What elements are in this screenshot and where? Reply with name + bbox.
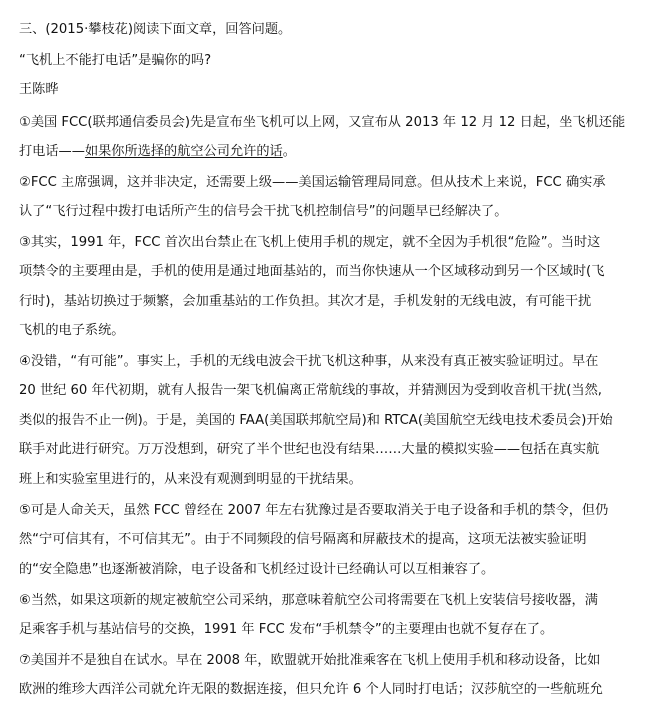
question-heading: 三、(2015·攀枝花)阅读下面文章，回答问题。 bbox=[19, 22, 292, 37]
paragraph-7-line-2: 欧洲的维珍大西洋公司就允许无限的数据连接，但只允许 6 个人同时打电话；汉莎航空的一些航班允 bbox=[19, 682, 603, 697]
paragraph-1-line-2-lead: 打电话—— bbox=[19, 144, 85, 159]
paragraph-5-line-1: ⑤可是人命关天，虽然 FCC 曾经在 2007 年左右犹豫过是否要取消关于电子设备和手机的禁令，但仍 bbox=[19, 503, 609, 518]
paragraph-4-line-5: 班上和实验室里进行的，从来没有观测到明显的干扰结果。 bbox=[19, 472, 362, 487]
paragraph-3-line-3: 行时)，基站切换过于频繁，会加重基站的工作负担。其次才是，手机发射的无线电波，有可能干扰 bbox=[19, 294, 592, 309]
paragraph-1-line-1: ①美国 FCC(联邦通信委员会)先是宣布坐飞机可以上网，又宣布从 2013 年 12 月 12 日起，坐飞机还能 bbox=[19, 115, 626, 130]
paragraph-1-line-2 bbox=[19, 142, 296, 162]
paragraph-7-line-1: ⑦美国并不是独自在试水。早在 2008 年，欧盟就开始批准乘客在飞机上使用手机和移动设备，比如 bbox=[19, 653, 601, 668]
paragraph-4-line-4: 联手对此进行研究。万万没想到，研究了半个世纪也没有结果……大量的模拟实验——包括在真实航 bbox=[19, 442, 600, 457]
paragraph-5-line-2: 然“宁可信其有，不可信其无”。由于不同频段的信号隔离和屏蔽技术的提高，这项无法被实验证明 bbox=[19, 532, 587, 547]
paragraph-4-line-1: ④没错，“有可能”。事实上，手机的无线电波会干扰飞机这种事，从来没有真正被实验证明过。早在 bbox=[19, 354, 599, 369]
paragraph-3-line-1: ③其实，1991 年，FCC 首次出台禁止在飞机上使用手机的规定，就不全因为手机很“危险”。当时这 bbox=[19, 235, 601, 250]
paragraph-6-line-2: 足乘客手机与基站信号的交换，1991 年 FCC 发布“手机禁令”的主要理由也就不复存在了。 bbox=[19, 622, 554, 637]
paragraph-3-line-4: 飞机的电子系统。 bbox=[19, 323, 125, 338]
paragraph-1-line-2-end: 。 bbox=[282, 144, 296, 159]
paragraph-3-line-2: 项禁令的主要理由是，手机的使用是通过地面基站的，而当你快速从一个区域移动到另一个区域时(飞 bbox=[19, 264, 605, 279]
paragraph-4-line-2: 20 世纪 60 年代初期，就有人报告一架飞机偏离正常航线的事故，并猜测因为受到收音机干扰(当然, bbox=[19, 383, 602, 398]
paragraph-2-line-1: ②FCC 主席强调，这并非决定，还需要上级——美国运输管理局同意。但从技术上来说，FCC 确实承 bbox=[19, 175, 606, 190]
paragraph-2-line-2: 认了“飞行过程中拨打电话所产生的信号会干扰飞机控制信号”的问题早已经解决了。 bbox=[19, 204, 508, 219]
paragraph-5-line-3: 的“安全隐患”也逐渐被消除，电子设备和飞机经过设计已经确认可以互相兼容了。 bbox=[19, 562, 495, 577]
paragraph-6-line-1: ⑥当然，如果这项新的规定被航空公司采纳，那意味着航空公司将需要在飞机上安装信号接收器，满 bbox=[19, 593, 598, 608]
paragraph-4-line-3: 类似的报告不止一例)。于是，美国的 FAA(美国联邦航空局)和 RTCA(美国航空无线电技术委员会)开始 bbox=[19, 413, 613, 428]
underlined-phrase: 如果你所选择的航空公司允许的话 bbox=[84, 144, 283, 159]
article-title: “飞机上不能打电话”是骗你的吗? bbox=[19, 53, 212, 68]
article-author: 王陈晔 bbox=[19, 82, 59, 97]
